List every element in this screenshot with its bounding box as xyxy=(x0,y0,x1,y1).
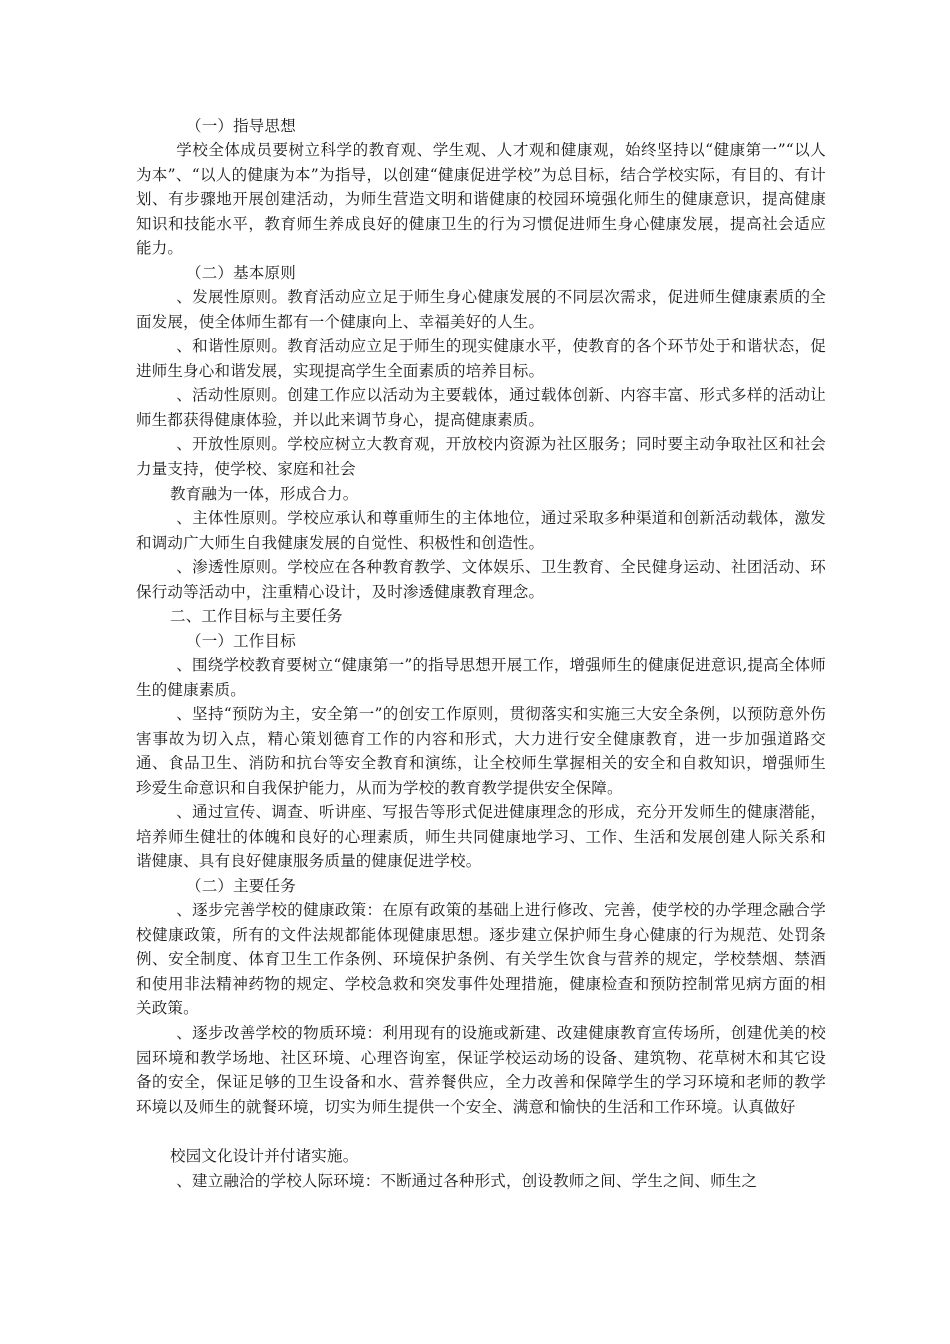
section-heading-work-goals: （一）工作目标 xyxy=(186,632,296,650)
section-heading-goals-tasks: 二、工作目标与主要任务 xyxy=(170,607,343,625)
section-heading-guiding-thought: （一）指导思想 xyxy=(186,117,296,135)
section-heading-main-tasks: （二）主要任务 xyxy=(186,877,296,895)
paragraph-openness-continued: 教育融为一体，形成合力。 xyxy=(170,485,359,503)
paragraph-goal-health-concept: 、通过宣传、调查、听讲座、写报告等形式促进健康理念的形成，充分开发师生的健康潜能，培养师生健壮的体魄和良好的心理素质，师生共同健康地学习、工作、生活和发展创建人际关系和谐健康、具有良好健康服务质量的健康促进学校。 xyxy=(136,803,826,870)
paragraph-activity-principle: 、活动性原则。创建工作应以活动为主要载体，通过载体创新、内容丰富、形式多样的活动让师生都获得健康体验，并以此来调节身心，提高健康素质。 xyxy=(136,386,826,429)
paragraph-guiding-thought: 学校全体成员要树立科学的教育观、学生观、人才观和健康观，始终坚持以“健康第一”“以人为本”、“以人的健康为本”为指导，以创建“健康促进学校”为总目标，结合学校实际，有目的、有计划、有步骤地开展创建活动，为师生营造文明和谐健康的校园环境强化师生的健康意识，提高健康知识和技能水平，教育师生养成良好的健康卫生的行为习惯促进师生身心健康发展，提高社会适应能力。 xyxy=(136,141,826,257)
paragraph-goal-safety: 、坚持“预防为主，安全第一”的创安工作原则，贯彻落实和实施三大安全条例，以预防意外伤害事故为切入点，精心策划德育工作的内容和形式，大力进行安全健康教育，进一步加强道路交通、食品卫生、消防和抗台等安全教育和演练，让全校师生掌握相关的安全和自救知识，增强师生珍爱生命意识和自我保护能力，从而为学校的教育教学提供安全保障。 xyxy=(136,705,826,797)
paragraph-task-health-policy: 、逐步完善学校的健康政策：在原有政策的基础上进行修改、完善，使学校的办学理念融合学校健康政策，所有的文件法规都能体现健康思想。逐步建立保护师生身心健康的行为规范、处罚条例、安全制度、体育卫生工作条例、环境保护条例、有关学生饮食与营养的规定，学校禁烟、禁酒和使用非法精神药物的规定、学校急救和突发事件处理措施，健康检查和预防控制常见病方面的相关政策。 xyxy=(136,901,826,1017)
section-heading-basic-principles: （二）基本原则 xyxy=(186,264,296,282)
paragraph-task-interpersonal-environment: 、建立融洽的学校人际环境：不断通过各种形式，创设教师之间、学生之间、师生之 xyxy=(176,1172,758,1190)
paragraph-task-physical-environment: 、逐步改善学校的物质环境：利用现有的设施或新建、改建健康教育宣传场所，创建优美的校园环境和教学场地、社区环境、心理咨询室，保证学校运动场的设备、建筑物、花草树木和其它设备的安全，保证足够的卫生设备和水、营养餐供应，全力改善和保障学生的学习环境和老师的教学环境以及师生的就餐环境，切实为师生提供一个安全、满意和愉快的生活和工作环境。认真做好 xyxy=(136,1024,826,1116)
paragraph-task-physical-continued: 校园文化设计并付诸实施。 xyxy=(170,1147,359,1165)
paragraph-harmony-principle: 、和谐性原则。教育活动应立足于师生的现实健康水平，使教育的各个环节处于和谐状态，促进师生身心和谐发展，实现提高学生全面素质的培养目标。 xyxy=(136,337,826,380)
paragraph-goal-health-first: 、围绕学校教育要树立“健康第一”的指导思想开展工作，增强师生的健康促进意识,提高全体师生的健康素质。 xyxy=(136,656,826,699)
paragraph-subject-principle: 、主体性原则。学校应承认和尊重师生的主体地位，通过采取多种渠道和创新活动载体，激发和调动广大师生自我健康发展的自觉性、积极性和创造性。 xyxy=(136,509,826,552)
paragraph-permeation-principle: 、渗透性原则。学校应在各种教育教学、文体娱乐、卫生教育、全民健身运动、社团活动、环保行动等活动中，注重精心设计，及时渗透健康教育理念。 xyxy=(136,558,826,601)
paragraph-openness-principle: 、开放性原则。学校应树立大教育观，开放校内资源为社区服务；同时要主动争取社区和社会力量支持，使学校、家庭和社会 xyxy=(136,435,826,478)
paragraph-development-principle: 、发展性原则。教育活动应立足于师生身心健康发展的不同层次需求，促进师生健康素质的全面发展，使全体师生都有一个健康向上、幸福美好的人生。 xyxy=(136,288,826,331)
